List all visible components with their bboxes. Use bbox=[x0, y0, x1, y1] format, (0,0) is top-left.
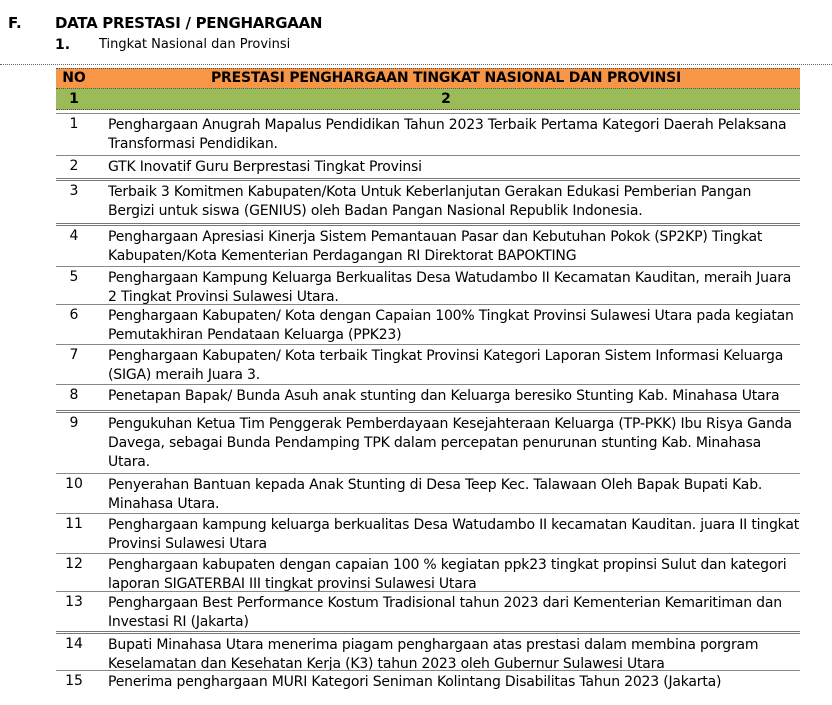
row-number: 9 bbox=[69, 415, 79, 431]
subsection-number: 1. bbox=[55, 37, 71, 53]
table-row bbox=[56, 178, 800, 219]
row-text: Penghargaan Best Performance Kostum Tradisional tahun 2023 dari Kementerian Kemaritiman dan Investasi RI (Jakarta) bbox=[108, 595, 782, 630]
table-row bbox=[56, 304, 800, 343]
table-row bbox=[56, 155, 800, 175]
index-no: 1 bbox=[69, 91, 79, 107]
row-number: 1 bbox=[69, 116, 79, 132]
row-number: 7 bbox=[69, 347, 79, 363]
row-text: Penghargaan kabupaten dengan capaian 100 % kegiatan ppk23 tingkat propinsi Sulut dan kategori laporan SIGATERBAI III tingkat provinsi Sulawesi Utara bbox=[108, 557, 787, 592]
row-text: Bupati Minahasa Utara menerima piagam penghargaan atas prestasi dalam membina porgram Keselamatan dan Kesehatan Kerja (K3) tahun 2023 oleh Gubernur Sulawesi Utara bbox=[108, 637, 759, 672]
header-no: NO bbox=[62, 70, 86, 86]
table-row bbox=[56, 410, 800, 470]
row-number: 14 bbox=[65, 636, 83, 652]
row-text: Penghargaan Kabupaten/ Kota dengan Capaian 100% Tingkat Provinsi Sulawesi Utara pada kegiatan Pemutakhiran Pendataan Keluarga (PPK23) bbox=[108, 308, 794, 343]
row-number: 4 bbox=[69, 228, 79, 244]
row-text: Penghargaan kampung keluarga berkualitas Desa Watudambo II kecamatan Kauditan. juara II tingkat Provinsi Sulawesi Utara bbox=[108, 517, 799, 552]
table-row bbox=[56, 513, 800, 552]
row-text: Penghargaan Anugrah Mapalus Pendidikan Tahun 2023 Terbaik Pertama Kategori Daerah Pelaksana Transformasi Pendidikan. bbox=[108, 117, 787, 152]
table-row bbox=[56, 631, 800, 672]
table-row bbox=[56, 344, 800, 383]
row-text: Penghargaan Apresiasi Kinerja Sistem Pemantauan Pasar dan Kebutuhan Pokok (SP2KP) Tingkat Kabupaten/Kota Kementerian Perdagangan RI Direktorat BAPOKTING bbox=[108, 229, 763, 264]
table-index-row bbox=[56, 88, 800, 110]
row-number: 13 bbox=[65, 594, 83, 610]
table-header bbox=[56, 68, 800, 88]
row-number: 12 bbox=[65, 556, 83, 572]
row-text: Pengukuhan Ketua Tim Penggerak Pemberdayaan Kesejahteraan Keluarga (TP-PKK) Ibu Risya Ganda Davega, sebagai Bunda Pendamping TPK dalam percepatan penurunan stunting Kab. Minahasa Utara. bbox=[108, 416, 792, 470]
section-letter: F. bbox=[8, 14, 22, 32]
header-title: PRESTASI PENGHARGAAN TINGKAT NASIONAL DAN PROVINSI bbox=[210, 70, 681, 86]
section-title: DATA PRESTASI / PENGHARGAAN bbox=[55, 14, 323, 32]
table-row bbox=[56, 113, 800, 152]
row-text: Penghargaan Kabupaten/ Kota terbaik Tingkat Provinsi Kategori Laporan Sistem Informasi Keluarga (SIGA) meraih Juara 3. bbox=[108, 348, 784, 383]
row-number: 15 bbox=[65, 673, 83, 689]
row-text: Terbaik 3 Komitmen Kabupaten/Kota Untuk Keberlanjutan Gerakan Edukasi Pemberian Pangan Bergizi untuk siswa (GENIUS) oleh Badan Pangan Nasional Republik Indonesia. bbox=[108, 184, 752, 219]
row-text: Penerima penghargaan MURI Kategori Seniman Kolintang Disabilitas Tahun 2023 (Jakarta) bbox=[108, 674, 722, 690]
table-row bbox=[56, 553, 800, 592]
row-text: GTK Inovatif Guru Berprestasi Tingkat Provinsi bbox=[108, 159, 422, 175]
separator-line bbox=[0, 64, 832, 65]
table-row bbox=[56, 384, 800, 404]
row-text: Penetapan Bapak/ Bunda Asuh anak stunting dan Keluarga beresiko Stunting Kab. Minahasa Utara bbox=[108, 388, 780, 404]
index-title: 2 bbox=[441, 91, 451, 107]
row-text: Penyerahan Bantuan kepada Anak Stunting di Desa Teep Kec. Talawaan Oleh Bapak Bupati Kab. Minahasa Utara. bbox=[108, 477, 763, 512]
row-number: 3 bbox=[69, 183, 79, 199]
row-number: 2 bbox=[69, 158, 79, 174]
row-text: Penghargaan Kampung Keluarga Berkualitas Desa Watudambo II Kecamatan Kauditan, meraih Juara 2 Tingkat Provinsi Sulawesi Utara. bbox=[108, 270, 792, 305]
awards-table bbox=[56, 68, 800, 690]
table-row bbox=[56, 266, 800, 305]
table-row bbox=[56, 670, 800, 690]
table-row bbox=[56, 473, 800, 512]
row-number: 8 bbox=[69, 387, 79, 403]
table-row bbox=[56, 223, 800, 264]
subsection-title: Tingkat Nasional dan Provinsi bbox=[99, 37, 291, 52]
row-number: 10 bbox=[65, 476, 83, 492]
row-number: 5 bbox=[69, 269, 79, 285]
row-number: 6 bbox=[69, 307, 79, 323]
row-number: 11 bbox=[65, 516, 83, 532]
table-row bbox=[56, 591, 800, 630]
